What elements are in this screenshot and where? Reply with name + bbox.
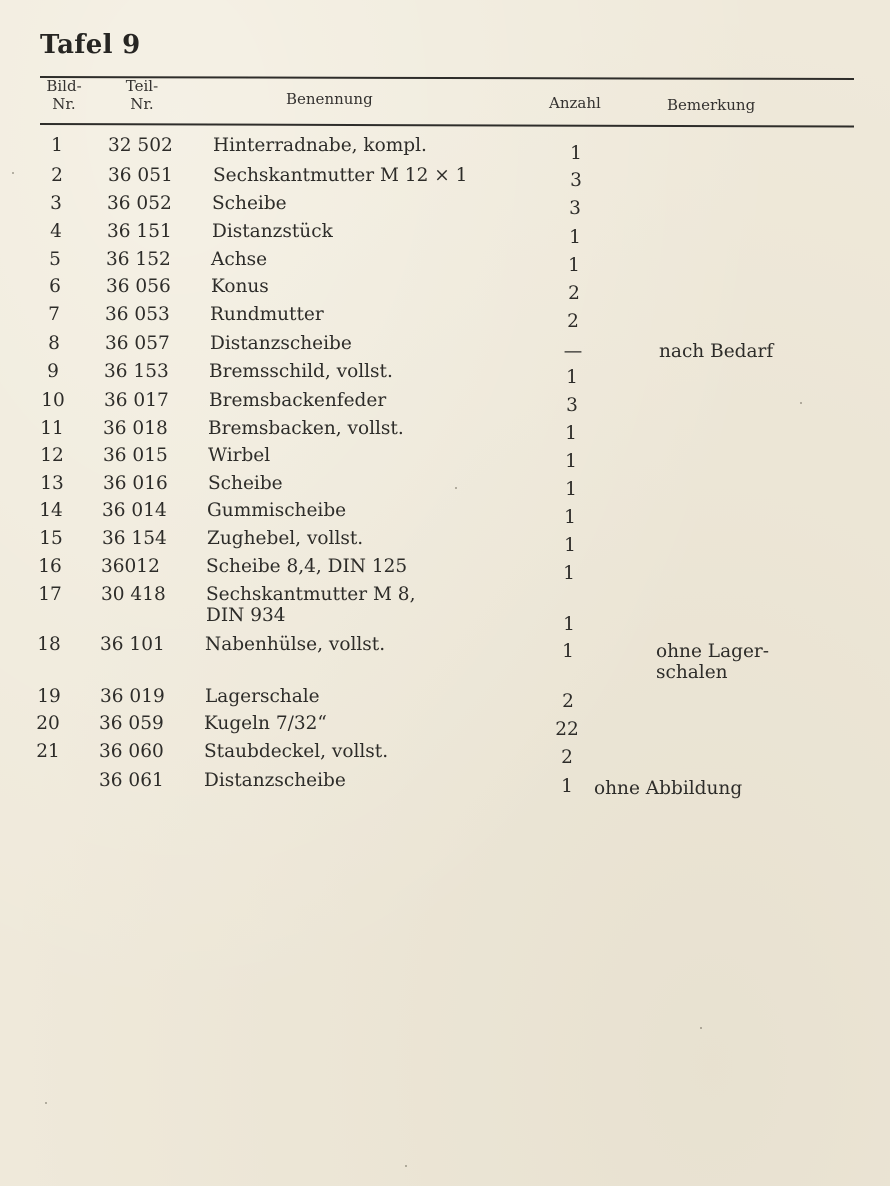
header-benennung: Benennung: [286, 90, 373, 108]
cell-bild-nr: 1: [51, 135, 63, 156]
cell-teil-nr: 36 015: [103, 445, 168, 466]
cell-anzahl: 3: [570, 170, 582, 191]
cell-anzahl: 1: [570, 143, 582, 164]
cell-teil-nr: 36 014: [102, 500, 167, 521]
cell-anzahl: 1: [564, 535, 576, 556]
header-teil-line1: Teil-: [125, 77, 159, 95]
cell-anzahl: 1: [569, 227, 581, 248]
paper-speck: [800, 402, 802, 404]
cell-benennung: Scheibe 8,4, DIN 125: [206, 556, 408, 577]
cell-bild-nr: 18: [37, 634, 61, 655]
cell-benennung: Zughebel, vollst.: [207, 528, 364, 549]
header-teil-line2: Nr.: [130, 95, 154, 113]
cell-anzahl: 3: [566, 395, 578, 416]
cell-benennung: Lagerschale: [205, 686, 320, 707]
paper-speck: [12, 172, 14, 174]
cell-bild-nr: 7: [48, 304, 60, 325]
cell-anzahl: 1: [566, 367, 578, 388]
cell-benennung: Sechskantmutter M 12 × 1: [213, 165, 468, 186]
cell-bemerkung: ohne Lager- schalen: [656, 641, 769, 683]
cell-benennung: Hinterradnabe, kompl.: [213, 135, 427, 156]
header-bild-line2: Nr.: [52, 95, 76, 113]
cell-benennung: Kugeln 7/32“: [204, 713, 327, 734]
cell-anzahl: 2: [562, 691, 574, 712]
cell-anzahl: 1: [564, 507, 576, 528]
cell-bild-nr: 11: [40, 418, 64, 439]
cell-benennung: Bremsbackenfeder: [209, 390, 387, 411]
cell-benennung: Distanzscheibe: [204, 770, 346, 791]
cell-bild-nr: 4: [50, 221, 62, 242]
cell-benennung: Wirbel: [208, 445, 271, 466]
paper-speck: [405, 1165, 407, 1167]
header-anzahl: Anzahl: [549, 94, 601, 112]
cell-benennung: Staubdeckel, vollst.: [204, 741, 389, 762]
cell-teil-nr: 36 101: [100, 634, 165, 655]
cell-bild-nr: 8: [48, 333, 60, 354]
cell-bild-nr: 2: [51, 165, 63, 186]
cell-teil-nr: 30 418: [101, 584, 166, 605]
cell-teil-nr: 36 017: [104, 390, 169, 411]
cell-bild-nr: 20: [36, 713, 60, 734]
cell-benennung: Distanzstück: [212, 221, 333, 242]
header-bild-line1: Bild-: [46, 77, 82, 95]
cell-teil-nr: 36 016: [103, 473, 168, 494]
cell-bild-nr: 13: [40, 473, 64, 494]
cell-teil-nr: 36 059: [99, 713, 164, 734]
paper-speck: [455, 487, 457, 489]
cell-anzahl: 1: [565, 423, 577, 444]
cell-teil-nr: 36 057: [105, 333, 170, 354]
cell-anzahl: 1: [562, 641, 574, 662]
cell-anzahl: 1: [563, 614, 575, 635]
cell-teil-nr: 36 060: [99, 741, 164, 762]
cell-bild-nr: 3: [50, 193, 62, 214]
page-title: Tafel 9: [40, 30, 141, 60]
paper-speck: [45, 1102, 47, 1104]
cell-anzahl: 3: [569, 198, 581, 219]
cell-teil-nr: 36 153: [104, 361, 169, 382]
cell-bild-nr: 10: [41, 390, 65, 411]
cell-anzahl: 1: [563, 563, 575, 584]
cell-teil-nr: 36012: [101, 556, 160, 577]
cell-bild-nr: 6: [49, 276, 61, 297]
cell-anzahl: 22: [555, 719, 579, 740]
cell-anzahl: —: [563, 341, 583, 362]
cell-teil-nr: 36 061: [99, 770, 164, 791]
cell-anzahl: 1: [568, 255, 580, 276]
cell-bild-nr: 16: [38, 556, 62, 577]
cell-teil-nr: 36 056: [106, 276, 171, 297]
cell-benennung: Sechskantmutter M 8, DIN 934: [206, 584, 416, 626]
cell-teil-nr: 36 019: [100, 686, 165, 707]
cell-benennung: Nabenhülse, vollst.: [205, 634, 386, 655]
cell-teil-nr: 36 053: [105, 304, 170, 325]
header-bemerkung: Bemerkung: [667, 96, 756, 114]
cell-bild-nr: 15: [39, 528, 63, 549]
cell-benennung: Gummischeibe: [207, 500, 347, 521]
cell-benennung: Distanzscheibe: [210, 333, 352, 354]
cell-anzahl: 1: [561, 776, 573, 797]
cell-anzahl: 1: [565, 479, 577, 500]
cell-teil-nr: 36 154: [102, 528, 167, 549]
cell-teil-nr: 36 151: [107, 221, 172, 242]
cell-teil-nr: 36 052: [107, 193, 172, 214]
cell-teil-nr: 32 502: [108, 135, 173, 156]
paper-speck: [700, 1027, 702, 1029]
cell-teil-nr: 36 018: [103, 418, 168, 439]
cell-bild-nr: 21: [36, 741, 60, 762]
cell-bild-nr: 14: [39, 500, 63, 521]
cell-benennung: Konus: [211, 276, 269, 297]
cell-benennung: Rundmutter: [210, 304, 324, 325]
cell-benennung: Bremsschild, vollst.: [209, 361, 393, 382]
cell-anzahl: 1: [565, 451, 577, 472]
cell-bild-nr: 9: [47, 361, 59, 382]
cell-benennung: Bremsbacken, vollst.: [208, 418, 404, 439]
cell-benennung: Achse: [211, 249, 268, 270]
cell-teil-nr: 36 152: [106, 249, 171, 270]
cell-teil-nr: 36 051: [108, 165, 173, 186]
cell-bild-nr: 5: [49, 249, 61, 270]
cell-anzahl: 2: [561, 747, 573, 768]
cell-bild-nr: 12: [40, 445, 64, 466]
cell-anzahl: 2: [567, 311, 579, 332]
cell-benennung: Scheibe: [212, 193, 287, 214]
cell-anzahl: 2: [568, 283, 580, 304]
cell-bild-nr: 19: [37, 686, 61, 707]
cell-bild-nr: 17: [38, 584, 62, 605]
cell-bemerkung: nach Bedarf: [659, 341, 774, 362]
cell-bemerkung: ohne Abbildung: [594, 778, 743, 799]
cell-benennung: Scheibe: [208, 473, 283, 494]
